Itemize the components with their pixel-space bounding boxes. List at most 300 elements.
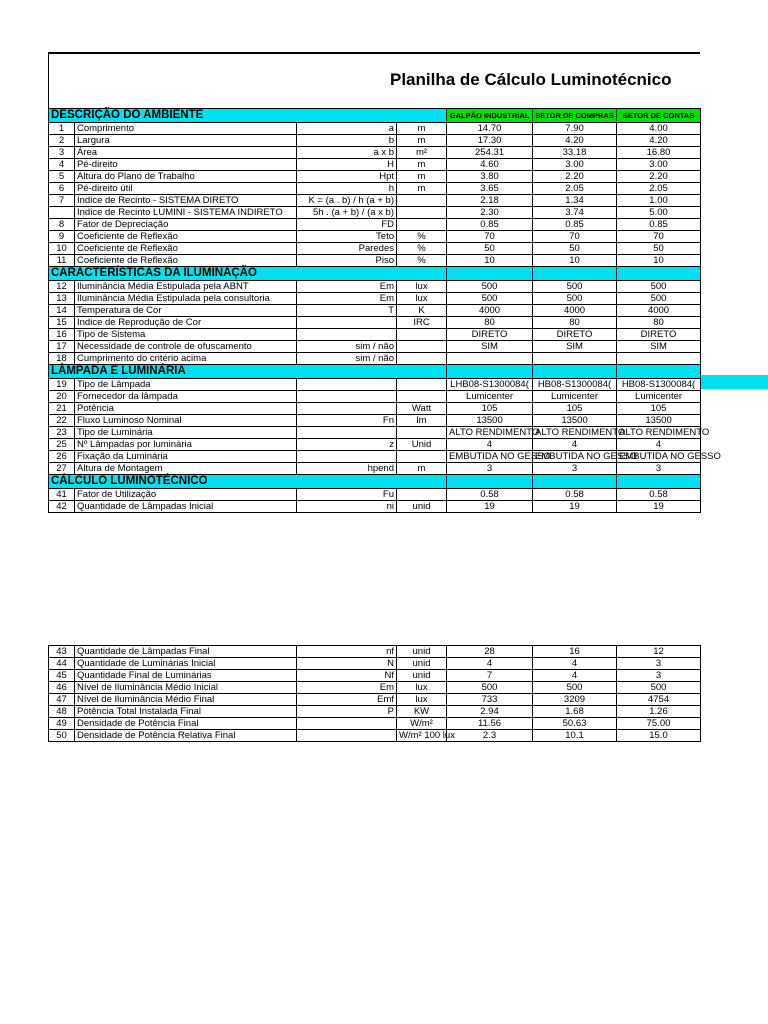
- value-cell[interactable]: HB08-S1300084(: [533, 379, 617, 391]
- row-unit[interactable]: Watt: [397, 403, 447, 415]
- row-formula[interactable]: [297, 391, 397, 403]
- row-description[interactable]: Fator de Utilização: [75, 489, 297, 501]
- value-cell[interactable]: 3: [533, 463, 617, 475]
- row-number: 13: [49, 293, 75, 305]
- row-number: 10: [49, 243, 75, 255]
- section-filler-cell: [617, 475, 701, 489]
- row-description[interactable]: Quantidade de Lâmpadas Inicial: [75, 501, 297, 513]
- value-cell[interactable]: 2.20: [617, 171, 701, 183]
- value-cell[interactable]: 7.90: [533, 123, 617, 135]
- row-unit[interactable]: m: [397, 135, 447, 147]
- value-cell[interactable]: [617, 353, 701, 365]
- value-cell[interactable]: 19: [617, 501, 701, 513]
- value-cell[interactable]: 3.00: [533, 159, 617, 171]
- row-description[interactable]: Iluminância Média Estipulada pela consultoria: [75, 293, 297, 305]
- row-formula[interactable]: Paredes: [297, 243, 397, 255]
- section-header-row: [49, 267, 701, 281]
- value-cell[interactable]: 4.20: [617, 135, 701, 147]
- value-cell[interactable]: 10.1: [533, 730, 617, 742]
- value-cell[interactable]: 13500: [617, 415, 701, 427]
- row-formula[interactable]: Emf: [297, 694, 397, 706]
- value-cell[interactable]: SIM: [533, 341, 617, 353]
- row-description[interactable]: Cumprimento do critério acima: [75, 353, 297, 365]
- row-description[interactable]: Quantidade Final de Luminárias: [75, 670, 297, 682]
- row-formula[interactable]: FD: [297, 219, 397, 231]
- row-unit[interactable]: [397, 195, 447, 207]
- row-description[interactable]: Comprimento: [75, 123, 297, 135]
- row-unit[interactable]: unid: [397, 670, 447, 682]
- row-description[interactable]: Tipo de Luminária: [75, 427, 297, 439]
- row-description[interactable]: Indice de Reprodução de Cor: [75, 317, 297, 329]
- row-formula[interactable]: sim / não: [297, 353, 397, 365]
- row-number: 4: [49, 159, 75, 171]
- section-filler-cell: [617, 365, 701, 379]
- table-row: [49, 706, 701, 718]
- row-formula[interactable]: b: [297, 135, 397, 147]
- row-number: 27: [49, 463, 75, 475]
- value-cell[interactable]: 3.00: [617, 159, 701, 171]
- row-number: 17: [49, 341, 75, 353]
- value-cell[interactable]: 4: [447, 439, 533, 451]
- row-unit[interactable]: KW: [397, 706, 447, 718]
- row-formula[interactable]: nf: [297, 646, 397, 658]
- value-cell[interactable]: 17.30: [447, 135, 533, 147]
- value-cell[interactable]: 7: [447, 670, 533, 682]
- value-cell[interactable]: [447, 353, 533, 365]
- row-formula[interactable]: Hpt: [297, 171, 397, 183]
- value-cell[interactable]: [533, 353, 617, 365]
- row-number: 50: [49, 730, 75, 742]
- row-description[interactable]: Tipo de Lâmpada: [75, 379, 297, 391]
- value-cell[interactable]: LHB08-S1300084(: [447, 379, 533, 391]
- value-cell[interactable]: 80: [617, 317, 701, 329]
- value-cell[interactable]: EMBUTIDA NO GESSO: [533, 451, 617, 463]
- value-cell[interactable]: 4.60: [447, 159, 533, 171]
- value-cell[interactable]: 19: [447, 501, 533, 513]
- table-row: [49, 317, 701, 329]
- row-description[interactable]: Pé-direito útil: [75, 183, 297, 195]
- row-formula[interactable]: a: [297, 123, 397, 135]
- row-description[interactable]: Quantidade de Lâmpadas Final: [75, 646, 297, 658]
- value-cell[interactable]: 5.00: [617, 207, 701, 219]
- calc-table-main: [48, 108, 721, 513]
- row-unit[interactable]: lux: [397, 694, 447, 706]
- row-unit[interactable]: lux: [397, 682, 447, 694]
- table-row: [49, 195, 701, 207]
- value-cell[interactable]: 13500: [447, 415, 533, 427]
- section-title: CÁLCULO LUMINOTÉCNICO: [49, 475, 447, 489]
- value-cell[interactable]: 75.00: [617, 718, 701, 730]
- value-cell[interactable]: 254.31: [447, 147, 533, 159]
- row-unit[interactable]: lm: [397, 415, 447, 427]
- row-formula[interactable]: T: [297, 305, 397, 317]
- value-cell[interactable]: 2.3: [447, 730, 533, 742]
- row-unit[interactable]: unid: [397, 501, 447, 513]
- table-row: [49, 730, 701, 742]
- value-cell[interactable]: 10: [447, 255, 533, 267]
- table-row: [49, 694, 701, 706]
- value-cell[interactable]: 500: [533, 293, 617, 305]
- value-cell[interactable]: 10: [533, 255, 617, 267]
- table-row: [49, 231, 701, 243]
- row-number: 20: [49, 391, 75, 403]
- value-cell[interactable]: 3.80: [447, 171, 533, 183]
- row-unit[interactable]: [397, 379, 447, 391]
- value-cell[interactable]: 4000: [447, 305, 533, 317]
- value-cell[interactable]: 50.63: [533, 718, 617, 730]
- row-description[interactable]: Densidade de Potência Final: [75, 718, 297, 730]
- row-formula[interactable]: h: [297, 183, 397, 195]
- row-formula[interactable]: sim / não: [297, 341, 397, 353]
- column-header: SETOR DE CONTAS: [617, 109, 701, 123]
- value-cell[interactable]: 50: [447, 243, 533, 255]
- row-unit[interactable]: [397, 489, 447, 501]
- row-unit[interactable]: unid: [397, 646, 447, 658]
- row-number: 48: [49, 706, 75, 718]
- row-number: 3: [49, 147, 75, 159]
- value-cell[interactable]: DIRETO: [617, 329, 701, 341]
- value-cell[interactable]: EMBUTIDA NO GESSO: [447, 451, 533, 463]
- value-cell[interactable]: 2.20: [533, 171, 617, 183]
- value-cell[interactable]: 3.74: [533, 207, 617, 219]
- value-cell[interactable]: 4.00: [617, 123, 701, 135]
- table-row: [49, 255, 701, 267]
- row-unit[interactable]: W/m² 100 lux: [397, 730, 447, 742]
- section-filler-cell: [447, 267, 533, 281]
- value-cell[interactable]: 4: [617, 439, 701, 451]
- table-row: [49, 415, 701, 427]
- value-cell[interactable]: 4: [533, 439, 617, 451]
- value-cell[interactable]: SIM: [617, 341, 701, 353]
- row-unit[interactable]: IRC: [397, 317, 447, 329]
- row-formula[interactable]: hpend: [297, 463, 397, 475]
- row-formula[interactable]: 5h . (a + b) / (a x b): [297, 207, 397, 219]
- value-cell[interactable]: 80: [447, 317, 533, 329]
- row-formula[interactable]: Piso: [297, 255, 397, 267]
- value-cell[interactable]: 500: [447, 682, 533, 694]
- sheet-top-border: [48, 52, 700, 54]
- value-cell[interactable]: 1.00: [617, 195, 701, 207]
- row-number: 45: [49, 670, 75, 682]
- value-cell[interactable]: 4: [533, 658, 617, 670]
- value-cell[interactable]: 4000: [533, 305, 617, 317]
- row-number: 44: [49, 658, 75, 670]
- row-number: 26: [49, 451, 75, 463]
- table-row: [49, 463, 701, 475]
- value-cell[interactable]: ALTO RENDIMENTO: [533, 427, 617, 439]
- value-cell[interactable]: 4754: [617, 694, 701, 706]
- row-number: 25: [49, 439, 75, 451]
- table-row: [49, 171, 701, 183]
- table-row: [49, 670, 701, 682]
- value-cell[interactable]: 50: [533, 243, 617, 255]
- table-row: [49, 403, 701, 415]
- row-formula[interactable]: z: [297, 439, 397, 451]
- value-cell[interactable]: 105: [447, 403, 533, 415]
- row-number: 1: [49, 123, 75, 135]
- value-cell[interactable]: 2.30: [447, 207, 533, 219]
- value-cell[interactable]: 2.94: [447, 706, 533, 718]
- value-cell[interactable]: 16.80: [617, 147, 701, 159]
- row-formula[interactable]: Em: [297, 682, 397, 694]
- value-cell[interactable]: 1.26: [617, 706, 701, 718]
- row-unit[interactable]: %: [397, 243, 447, 255]
- value-cell[interactable]: 4: [533, 670, 617, 682]
- table-row: [49, 123, 701, 135]
- row-unit[interactable]: %: [397, 255, 447, 267]
- section-header-row: [49, 475, 701, 489]
- value-cell[interactable]: 15.0: [617, 730, 701, 742]
- section-highlight-bar: [700, 375, 768, 389]
- value-cell[interactable]: EMBUTIDA NO GESSO: [617, 451, 701, 463]
- table-row: [49, 658, 701, 670]
- row-unit[interactable]: m²: [397, 147, 447, 159]
- value-cell[interactable]: 28: [447, 646, 533, 658]
- row-unit[interactable]: W/m²: [397, 718, 447, 730]
- row-description[interactable]: Quantidade de Luminárias Inicial: [75, 658, 297, 670]
- value-cell[interactable]: 2.05: [533, 183, 617, 195]
- value-cell[interactable]: 3: [447, 463, 533, 475]
- row-formula[interactable]: Fu: [297, 489, 397, 501]
- row-formula[interactable]: [297, 718, 397, 730]
- table-row: [49, 379, 701, 391]
- value-cell[interactable]: ALTO RENDIMENTO: [447, 427, 533, 439]
- row-formula[interactable]: N: [297, 658, 397, 670]
- section-title: DESCRIÇÃO DO AMBIENTE: [49, 109, 447, 123]
- value-cell[interactable]: DIRETO: [447, 329, 533, 341]
- table-row: [49, 135, 701, 147]
- row-number: 22: [49, 415, 75, 427]
- table-row: [49, 682, 701, 694]
- value-cell[interactable]: 500: [617, 293, 701, 305]
- row-unit[interactable]: m: [397, 123, 447, 135]
- row-description[interactable]: Fornecedor da lâmpada: [75, 391, 297, 403]
- row-unit[interactable]: m: [397, 159, 447, 171]
- row-description[interactable]: Nº Lâmpadas por luminária: [75, 439, 297, 451]
- row-unit[interactable]: [397, 427, 447, 439]
- value-cell[interactable]: 0.85: [533, 219, 617, 231]
- value-cell[interactable]: 500: [617, 682, 701, 694]
- row-formula[interactable]: P: [297, 706, 397, 718]
- row-description[interactable]: Potência: [75, 403, 297, 415]
- row-number: 47: [49, 694, 75, 706]
- row-description[interactable]: Altura de Montagem: [75, 463, 297, 475]
- table-row: [49, 293, 701, 305]
- table-row: [49, 646, 701, 658]
- row-unit[interactable]: lux: [397, 281, 447, 293]
- row-description[interactable]: Fixação da Luminária: [75, 451, 297, 463]
- row-formula[interactable]: ni: [297, 501, 397, 513]
- row-description[interactable]: Pé-direito: [75, 159, 297, 171]
- row-description[interactable]: Potência Total Instalada Final: [75, 706, 297, 718]
- value-cell[interactable]: 3: [617, 658, 701, 670]
- value-cell[interactable]: 50: [617, 243, 701, 255]
- value-cell[interactable]: 2.18: [447, 195, 533, 207]
- row-number: 6: [49, 183, 75, 195]
- value-cell[interactable]: 70: [617, 231, 701, 243]
- row-formula[interactable]: Nf: [297, 670, 397, 682]
- row-description[interactable]: Nível de Iluminância Médio Final: [75, 694, 297, 706]
- value-cell[interactable]: Lumicenter: [533, 391, 617, 403]
- value-cell[interactable]: 0.58: [533, 489, 617, 501]
- row-unit[interactable]: K: [397, 305, 447, 317]
- table-row: [49, 243, 701, 255]
- row-unit[interactable]: m: [397, 171, 447, 183]
- value-cell[interactable]: 4.20: [533, 135, 617, 147]
- value-cell[interactable]: 14.70: [447, 123, 533, 135]
- row-formula[interactable]: [297, 379, 397, 391]
- row-description[interactable]: Coeficiente de Reflexão: [75, 231, 297, 243]
- value-cell[interactable]: ALTO RENDIMENTO: [617, 427, 701, 439]
- value-cell[interactable]: 1.34: [533, 195, 617, 207]
- row-unit[interactable]: [397, 219, 447, 231]
- value-cell[interactable]: 13500: [533, 415, 617, 427]
- column-header: SETOR DE COMPRAS: [533, 109, 617, 123]
- row-description[interactable]: Temperatura de Cor: [75, 305, 297, 317]
- section-filler-cell: [447, 365, 533, 379]
- value-cell[interactable]: DIRETO: [533, 329, 617, 341]
- row-formula[interactable]: a x b: [297, 147, 397, 159]
- row-unit[interactable]: %: [397, 231, 447, 243]
- column-header: GALPÃO INDUSTRIAL: [447, 109, 533, 123]
- value-cell[interactable]: 0.58: [617, 489, 701, 501]
- row-formula[interactable]: [297, 317, 397, 329]
- section-title: LÂMPADA E LUMINÁRIA: [49, 365, 447, 379]
- sheet-left-border: [48, 52, 49, 108]
- table-row: [49, 489, 701, 501]
- row-unit[interactable]: Unid: [397, 439, 447, 451]
- table-row: [49, 439, 701, 451]
- value-cell[interactable]: 0.85: [447, 219, 533, 231]
- section-header-row: [49, 109, 701, 123]
- value-cell[interactable]: 19: [533, 501, 617, 513]
- row-description[interactable]: Fator de Depreciação: [75, 219, 297, 231]
- row-formula[interactable]: [297, 427, 397, 439]
- row-unit[interactable]: [397, 207, 447, 219]
- row-number: 15: [49, 317, 75, 329]
- row-description[interactable]: Tipo de Sistema: [75, 329, 297, 341]
- value-cell[interactable]: 4: [447, 658, 533, 670]
- value-cell[interactable]: 500: [617, 281, 701, 293]
- row-formula[interactable]: Fn: [297, 415, 397, 427]
- row-description[interactable]: Fluxo Luminoso Nominal: [75, 415, 297, 427]
- value-cell[interactable]: 12: [617, 646, 701, 658]
- row-formula[interactable]: K = (a . b) / h (a + b): [297, 195, 397, 207]
- row-description[interactable]: Nível de Iluminância Médio Inicial: [75, 682, 297, 694]
- row-number: 11: [49, 255, 75, 267]
- row-formula[interactable]: [297, 403, 397, 415]
- value-cell[interactable]: 733: [447, 694, 533, 706]
- value-cell[interactable]: 2.05: [617, 183, 701, 195]
- row-unit[interactable]: [397, 353, 447, 365]
- row-unit[interactable]: [397, 329, 447, 341]
- row-unit[interactable]: lux: [397, 293, 447, 305]
- row-description[interactable]: Necessidade de controle de ofuscamento: [75, 341, 297, 353]
- row-formula[interactable]: Teto: [297, 231, 397, 243]
- row-number: 42: [49, 501, 75, 513]
- row-formula[interactable]: H: [297, 159, 397, 171]
- row-unit[interactable]: [397, 391, 447, 403]
- value-cell[interactable]: 10: [617, 255, 701, 267]
- row-number: 19: [49, 379, 75, 391]
- row-number: 16: [49, 329, 75, 341]
- row-number: 21: [49, 403, 75, 415]
- table-row: [49, 353, 701, 365]
- row-formula[interactable]: [297, 730, 397, 742]
- table-row: [49, 451, 701, 463]
- value-cell[interactable]: 80: [533, 317, 617, 329]
- row-number: 12: [49, 281, 75, 293]
- row-description[interactable]: Área: [75, 147, 297, 159]
- value-cell[interactable]: 70: [447, 231, 533, 243]
- table-row: [49, 207, 701, 219]
- row-description[interactable]: Coeficiente de Reflexão: [75, 243, 297, 255]
- row-description[interactable]: Altura do Plano de Trabalho: [75, 171, 297, 183]
- section-filler-cell: [533, 475, 617, 489]
- row-unit[interactable]: m: [397, 463, 447, 475]
- row-number: [49, 207, 75, 219]
- value-cell[interactable]: 33.18: [533, 147, 617, 159]
- row-description[interactable]: Indice de Recinto - SISTEMA DIRETO: [75, 195, 297, 207]
- value-cell[interactable]: 0.85: [617, 219, 701, 231]
- value-cell[interactable]: 105: [617, 403, 701, 415]
- value-cell[interactable]: 500: [447, 293, 533, 305]
- value-cell[interactable]: Lumicenter: [447, 391, 533, 403]
- row-unit[interactable]: m: [397, 183, 447, 195]
- table-row: [49, 329, 701, 341]
- value-cell[interactable]: SIM: [447, 341, 533, 353]
- section-filler-cell: [447, 475, 533, 489]
- value-cell[interactable]: 4000: [617, 305, 701, 317]
- row-unit[interactable]: [397, 451, 447, 463]
- row-number: 2: [49, 135, 75, 147]
- value-cell[interactable]: 500: [533, 281, 617, 293]
- row-number: 18: [49, 353, 75, 365]
- row-description[interactable]: Iluminância Média Estipulada pela ABNT: [75, 281, 297, 293]
- row-formula[interactable]: Em: [297, 293, 397, 305]
- value-cell[interactable]: 3: [617, 670, 701, 682]
- row-description[interactable]: Indice de Recinto LUMINI - SISTEMA INDIRETO: [75, 207, 297, 219]
- row-description[interactable]: Largura: [75, 135, 297, 147]
- value-cell[interactable]: 3209: [533, 694, 617, 706]
- sheet-title: Planilha de Cálculo Luminotécnico: [390, 70, 672, 89]
- table-row: [49, 341, 701, 353]
- value-cell[interactable]: 500: [533, 682, 617, 694]
- value-cell[interactable]: 70: [533, 231, 617, 243]
- value-cell[interactable]: 3.65: [447, 183, 533, 195]
- section-filler-cell: [617, 267, 701, 281]
- section-filler-cell: [533, 365, 617, 379]
- value-cell[interactable]: 11.56: [447, 718, 533, 730]
- row-description[interactable]: Coeficiente de Reflexão: [75, 255, 297, 267]
- value-cell[interactable]: 16: [533, 646, 617, 658]
- row-unit[interactable]: unid: [397, 658, 447, 670]
- value-cell[interactable]: 1.68: [533, 706, 617, 718]
- value-cell[interactable]: Lumicenter: [617, 391, 701, 403]
- row-formula[interactable]: [297, 329, 397, 341]
- row-unit[interactable]: [397, 341, 447, 353]
- row-number: 23: [49, 427, 75, 439]
- value-cell[interactable]: HB08-S1300084(: [617, 379, 701, 391]
- section-header-row: [49, 365, 701, 379]
- row-description[interactable]: Densidade de Potência Relativa Final: [75, 730, 297, 742]
- row-formula[interactable]: [297, 451, 397, 463]
- row-formula[interactable]: Em: [297, 281, 397, 293]
- value-cell[interactable]: 3: [617, 463, 701, 475]
- value-cell[interactable]: 105: [533, 403, 617, 415]
- value-cell[interactable]: 0.58: [447, 489, 533, 501]
- value-cell[interactable]: 500: [447, 281, 533, 293]
